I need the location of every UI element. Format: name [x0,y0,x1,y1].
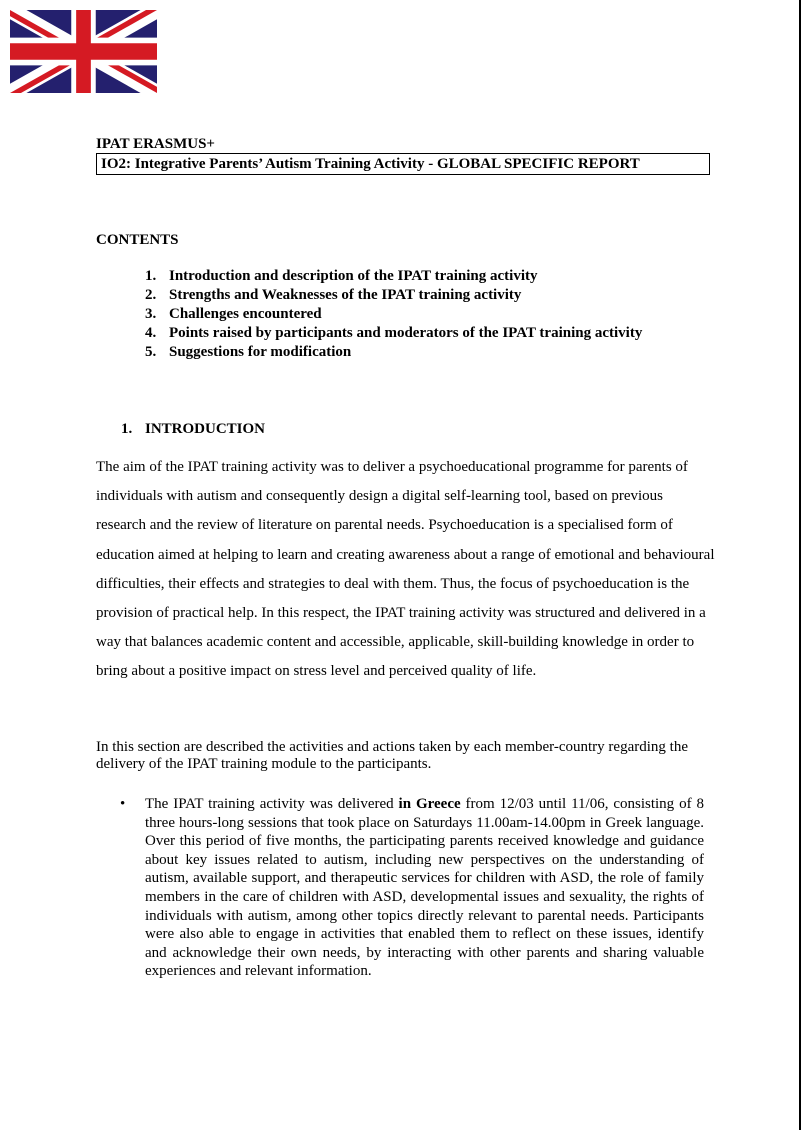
toc-item-number: 4. [145,325,157,341]
introduction-heading-label: INTRODUCTION [145,421,266,437]
toc-item [145,343,642,362]
bullet-icon: • [120,796,126,812]
uk-flag-icon [10,10,157,93]
report-title: IO2: Integrative Parents’ Autism Training Activity - GLOBAL SPECIFIC REPORT [96,153,710,175]
table-of-contents [145,267,642,362]
list-item [120,795,704,981]
toc-item [145,267,642,286]
toc-item-number: 3. [145,306,157,322]
toc-item-label: Suggestions for modification [169,344,352,360]
introduction-paragraph: The aim of the IPAT training activity was to deliver a psychoeducational programme for parents of individuals with autism and consequently design a digital self-learning tool, based on previous research and the review of literature on parental needs. Psychoeducation is a specialised form of education aimed at helping to learn and creating awareness about a range of emotional and behavioural difficulties, their effects and strategies to deal with them. Thus, the focus of psychoeducation is the provision of practical help. In this respect, the IPAT training activity was structured and delivered in a way that balances academic content and accessible, applicable, skill-building knowledge in order to bring about a positive impact on stress level and perceived quality of life. [96,459,715,680]
country-activity-list [120,795,704,981]
toc-item-label: Strengths and Weaknesses of the IPAT training activity [169,287,522,303]
bullet-text-start: The IPAT training activity was delivered [145,796,399,812]
toc-item [145,286,642,305]
section-description: In this section are described the activities and actions taken by each member-country regarding the delivery of the IPAT training module to the participants. [96,739,688,772]
introduction-heading-number: 1. [121,421,133,437]
bullet-country: in Greece [398,796,461,812]
bullet-text-rest: from 12/03 until 11/06, consisting of 8 three hours-long sessions that took place on Saturdays 11.00am-14.00pm in Greek language. Over this period of five months, the participating parents received knowledge and guidance about key issues related to autism, including new perspectives on the understanding of autism, available support, and therapeutic services for children with ASD, the role of family members in the care of children with ASD, developmental issues and sexuality, the rights of individuals with autism, among other topics directly relevant to parental needs. Participants were also able to engage in activities that enabled them to reflect on these issues, identify and acknowledge their own needs, by interacting with other parents and sharing valuable experiences and relevant information. [145,796,704,980]
report-header [96,135,716,175]
toc-item-number: 1. [145,268,157,284]
toc-item-label: Introduction and description of the IPAT training activity [169,268,538,284]
toc-item-number: 2. [145,287,157,303]
toc-item-number: 5. [145,344,157,360]
introduction-heading [121,420,265,438]
toc-item [145,324,642,343]
toc-item-label: Challenges encountered [169,306,322,322]
toc-item [145,305,642,324]
contents-heading: CONTENTS [96,232,179,248]
project-name: IPAT ERASMUS+ [96,136,215,152]
toc-item-label: Points raised by participants and moderators of the IPAT training activity [169,325,643,341]
